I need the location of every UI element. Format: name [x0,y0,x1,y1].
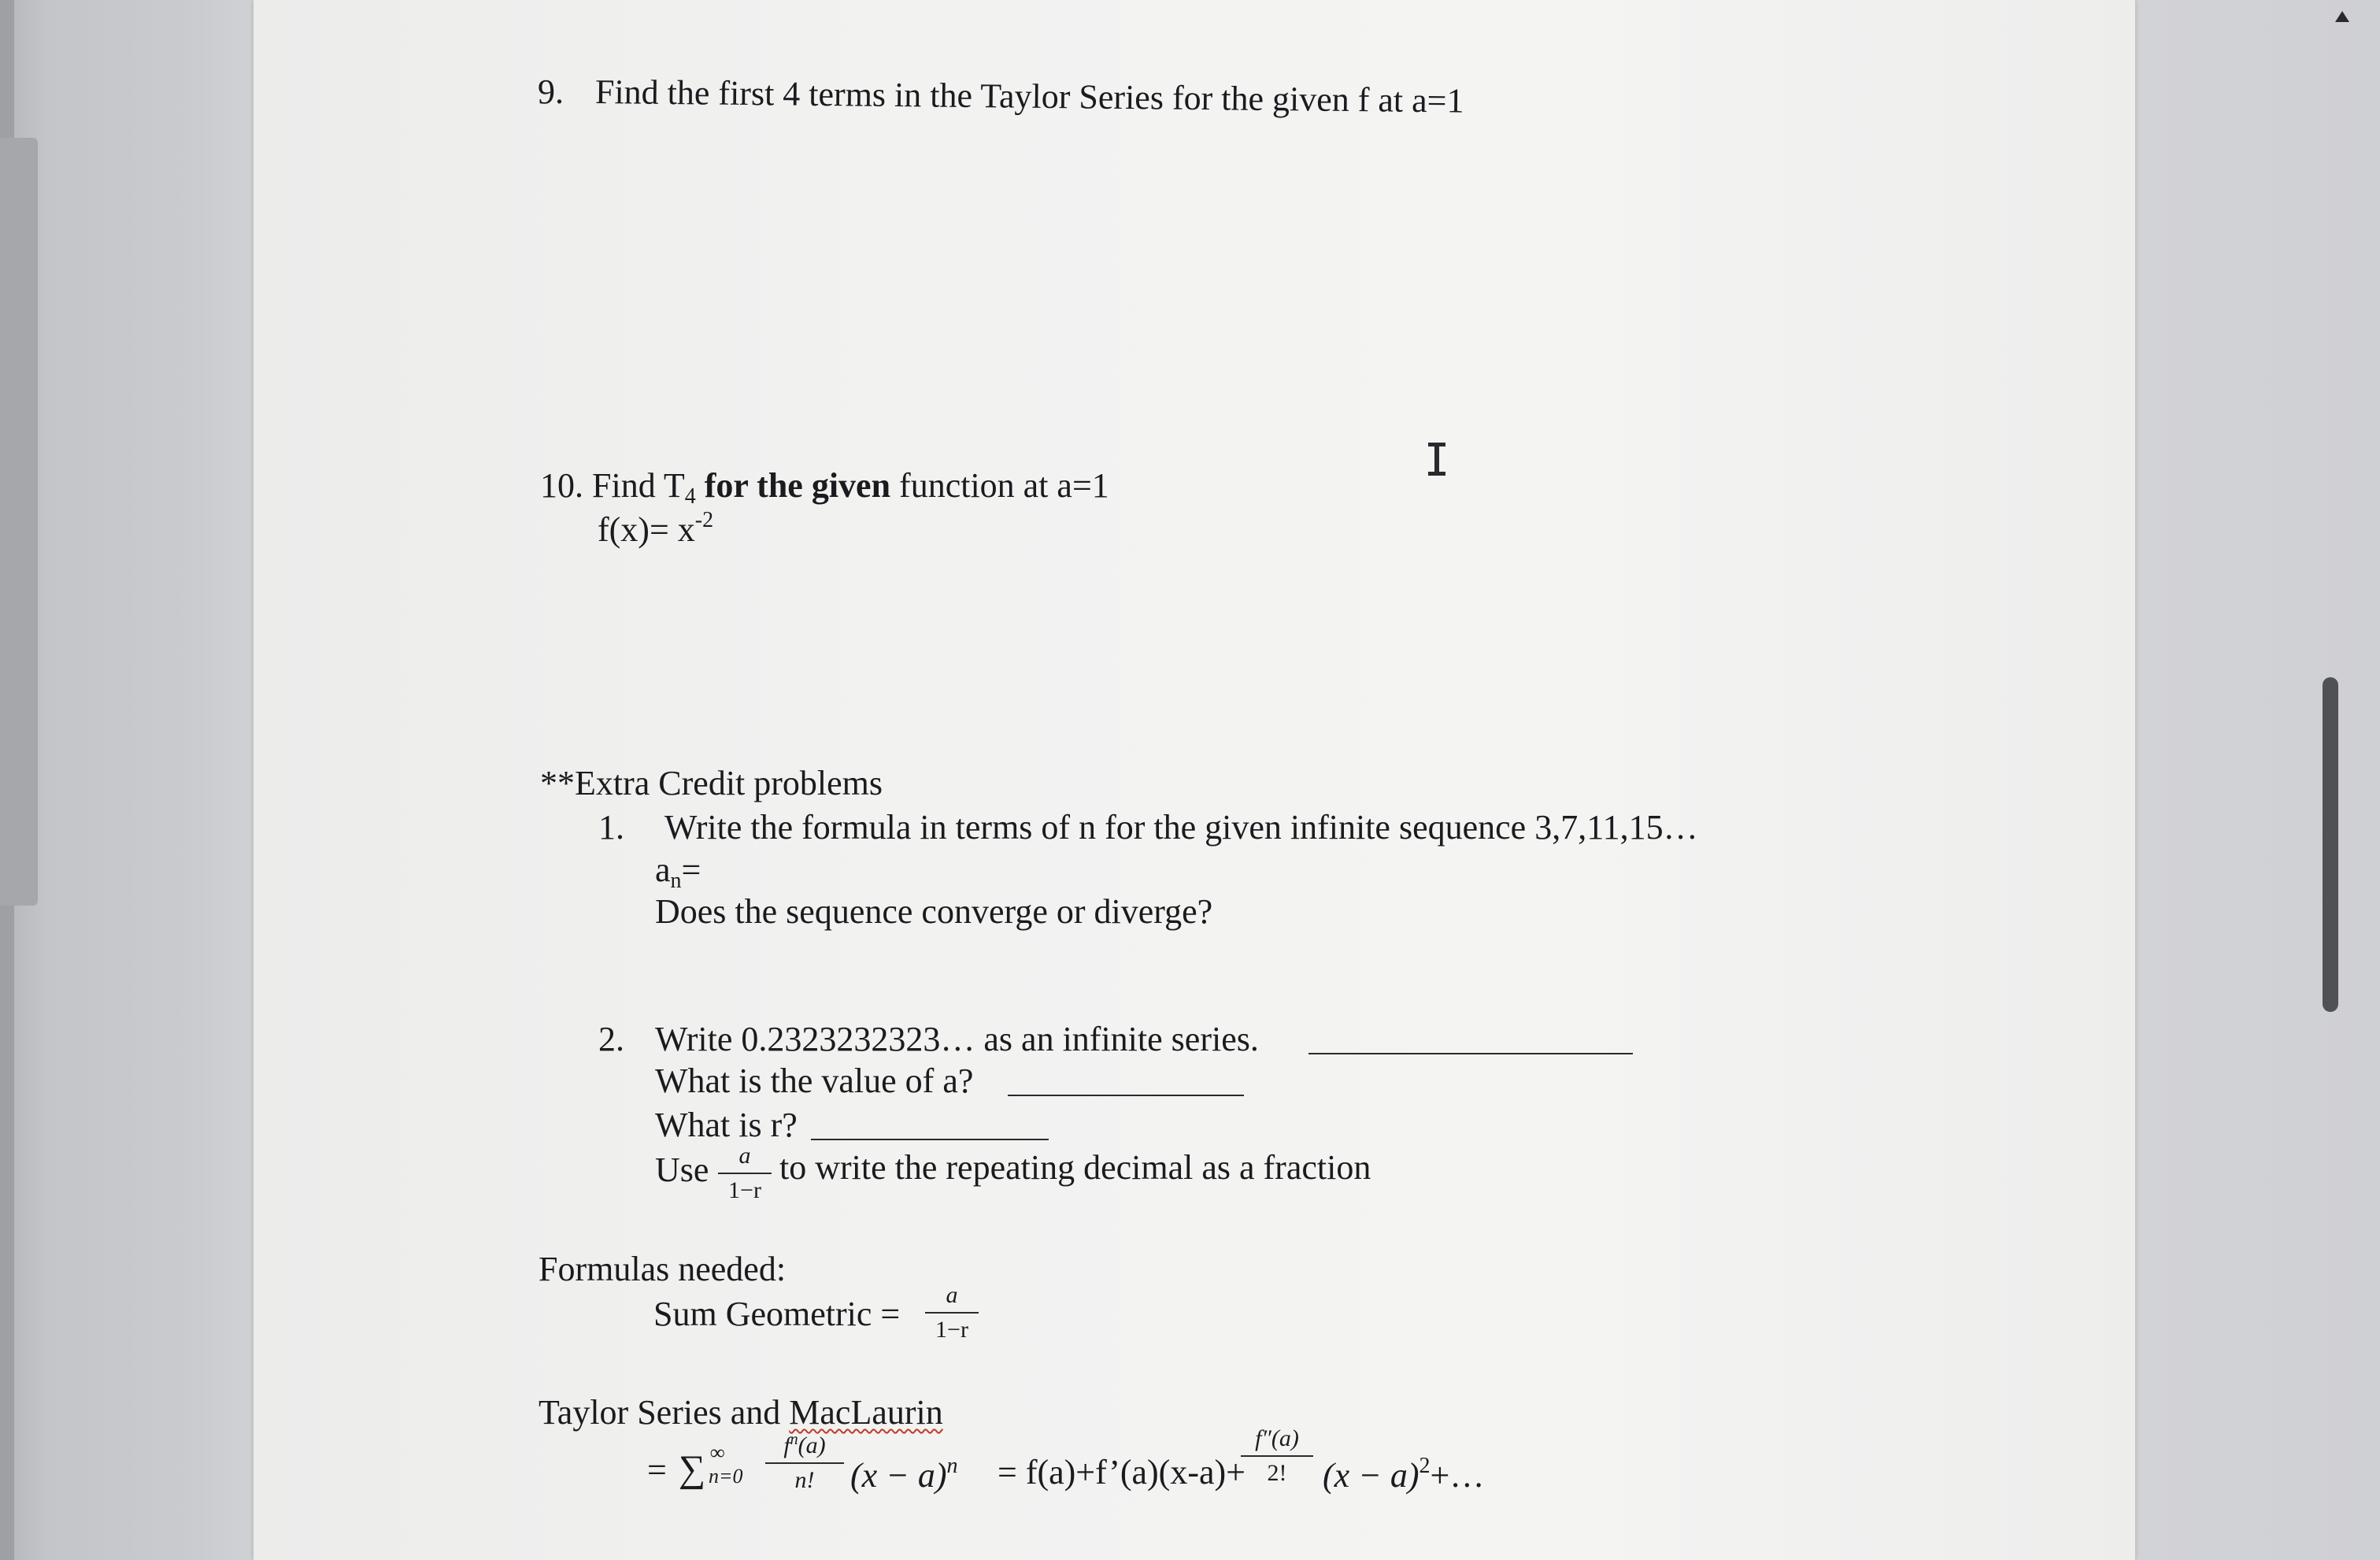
sigma-upper: ∞ [710,1441,725,1464]
answer-blank-r[interactable] [811,1139,1049,1140]
formulas-heading: Formulas needed: [539,1250,787,1288]
problem-9-text: Find the first 4 terms in the Taylor Series for the given f at a=1 [594,72,1464,120]
taylor-second-term [1323,1455,1484,1493]
sigma-lower: n=0 [709,1465,743,1488]
sum-fraction-denominator: 1−r [935,1317,968,1343]
problem-10-exponent: -2 [694,508,714,532]
second-fraction-bar [1241,1455,1313,1457]
use-fraction-numerator: a [738,1143,751,1169]
extra-item-1-text: Write the formula in terms of n for the given infinite sequence 3,7,11,15… [664,808,1698,847]
extra-item-2-number: 2. [598,1020,624,1058]
taylor-fraction-bar [765,1462,844,1464]
document-page[interactable] [254,0,2135,1560]
problem-9-number: 9. [538,72,564,111]
second-fraction-numerator: f″(a) [1255,1425,1299,1451]
sequence-an-label [655,850,701,893]
extra-item-2-write: Write 0.2323232323… as an infinite series. [655,1020,1259,1058]
taylor-fraction-numerator [765,1432,844,1458]
sum-geometric-fraction [925,1284,979,1342]
problem-10-number: 10. [540,466,583,505]
taylor-num-rest: (a) [798,1432,826,1458]
use-fraction-bar [718,1173,772,1174]
extra-item-1-number: 1. [598,808,624,847]
problem-10-line [540,466,1109,509]
an-subscript: n [670,869,682,893]
second-term-base: (x − a) [1323,1456,1419,1495]
second-term-end: +… [1430,1456,1485,1495]
maclaurin-word: MacLaurin [789,1393,943,1432]
sum-fraction-numerator: a [946,1282,958,1308]
left-panel-handle[interactable] [0,138,38,906]
problem-10-find: Find T [592,466,685,505]
scroll-up-arrow-icon[interactable] [2335,11,2349,22]
second-fraction-denominator: 2! [1267,1460,1287,1486]
problem-10-bold: for the given [704,466,891,505]
answer-blank-a[interactable] [1008,1095,1244,1096]
taylor-heading [539,1395,943,1430]
problem-10-function [598,510,713,547]
text-cursor-icon [1425,441,1449,477]
taylor-equals: = [647,1451,667,1489]
use-label: Use [655,1151,709,1189]
taylor-term-base: (x − a) [850,1456,947,1495]
sum-fraction-bar [925,1312,979,1314]
scroll-thumb[interactable] [2323,677,2338,1012]
problem-10-subscript: 4 [684,484,696,509]
extra-credit-heading: **Extra Credit problems [540,764,883,802]
taylor-fraction-denominator: n! [794,1467,815,1493]
taylor-heading-text: Taylor Series and [539,1393,790,1432]
taylor-term-sup: n [946,1454,958,1478]
use-fraction [718,1144,772,1202]
what-is-r-question: What is r? [655,1106,798,1144]
taylor-general-fraction [765,1432,844,1492]
converge-question: Does the sequence converge or diverge? [655,892,1213,931]
taylor-term [850,1455,958,1493]
second-term-sup: 2 [1419,1454,1431,1478]
value-of-a-question: What is the value of a? [655,1062,974,1100]
sum-geometric-label: Sum Geometric = [653,1295,901,1333]
taylor-num-f: f [783,1432,790,1458]
problem-10-fx: f(x)= x [598,510,695,549]
use-rest-text: to write the repeating decimal as a fraction [779,1148,1371,1187]
taylor-num-sup: n [790,1431,798,1448]
taylor-second-fraction [1241,1427,1313,1485]
an-a: a [655,850,671,889]
use-fraction-denominator: 1−r [728,1177,761,1203]
answer-blank-series[interactable] [1308,1053,1633,1054]
sigma-symbol: ∑ [679,1448,706,1490]
problem-10-rest: function at a=1 [899,466,1109,505]
taylor-expansion: = f(a)+f’(a)(x-a)+ [998,1453,1246,1491]
an-equals: = [681,850,701,889]
